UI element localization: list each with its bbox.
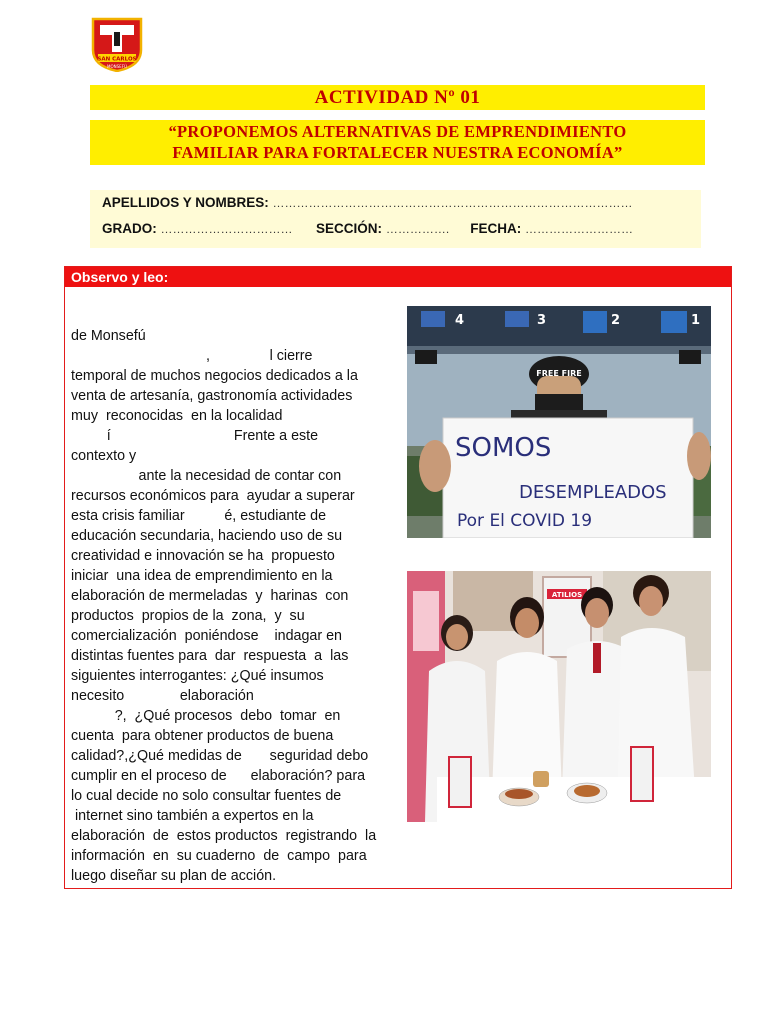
subtitle-line-2: FAMILIAR PARA FORTALECER NUESTRA ECONOMÍA” [172,143,623,162]
sign-line-3: Por El COVID 19 [457,511,593,531]
text-line: contexto y [71,448,137,464]
lane-number-1: 1 [691,313,701,328]
section-label: SECCIÓN: [316,221,383,236]
activity-subtitle [90,120,705,165]
text-line: iniciar una idea de emprendimiento en la [71,568,333,584]
activity-title [90,85,705,110]
text-line: ?, ¿Qué procesos debo tomar en [71,708,341,724]
cap-text: FREE FIRE [536,369,582,378]
logo-text: SAN CARLOS [97,56,137,63]
text-line: esta crisis familiar é, estudiante de [71,508,327,524]
text-line: muy reconocidas en la localidad [71,408,283,424]
text-line: í Frente a este [71,428,319,444]
text-line: , l cierre [71,348,313,364]
text-line: recursos económicos para ayudar a superar [71,488,355,504]
text-line: necesito elaboración [71,688,254,704]
logo-subtext: MONSEFÚ [107,64,127,69]
shop-sign: ATILIOS [551,591,583,599]
text-line: creatividad e innovación se ha propuesto [71,548,335,564]
text-line: calidad?,¿Qué medidas de seguridad debo [71,748,369,764]
activity-title-text: ACTIVIDAD Nº 01 [314,87,481,108]
sign-line-2: DESEMPLEADOS [519,482,667,503]
text-line: siguientes interrogantes: ¿Qué insumos [71,668,324,684]
text-line: cumplir en el proceso de elaboración? para [71,768,366,784]
section-dots: ……………. [385,222,453,236]
name-label: APELLIDOS Y NOMBRES: [102,195,269,210]
grade-dots: …………………………… [160,222,293,236]
text-line: distintas fuentes para dar respuesta a las [71,648,349,664]
subtitle-line-1: “PROPONEMOS ALTERNATIVAS DE EMPRENDIMIENTO [168,122,627,141]
date-dots: ……………………… [525,222,634,236]
text-line: internet sino también a expertos en la [71,808,314,824]
text-line: comercialización poniéndose indagar en [71,628,343,644]
students-products-photo [407,571,711,822]
protest-photo [407,306,711,538]
text-line: elaboración de estos productos registrando la [71,828,377,844]
grade-label: GRADO: [102,221,157,236]
text-line: temporal de muchos negocios dedicados a la [71,368,358,384]
grade-section-date-row [102,221,633,236]
text-line: información en su cuaderno de campo para [71,848,367,864]
date-label: FECHA: [470,221,522,236]
text-line: luego diseñar su plan de acción. [71,868,277,884]
text-line: cuenta para obtener productos de buena [71,728,334,744]
text-line: elaboración de mermeladas y harinas con [71,588,349,604]
text-line: lo cual decide no solo consultar fuentes de [71,788,342,804]
school-logo [90,16,144,72]
name-field [102,195,633,210]
sign-line-1: SOMOS [455,433,552,463]
text-line: ante la necesidad de contar con [71,468,342,484]
lane-number-2: 2 [611,313,621,328]
text-line: de Monsefú [71,328,146,344]
observe-read-panel [64,266,732,889]
name-dots: ……………………………………………………………………………… [272,196,633,210]
student-info-box [90,190,701,248]
text-line: venta de artesanía, gastronomía actividades [71,388,353,404]
text-line: productos propios de la zona, y su [71,608,305,624]
lane-number-4: 4 [455,313,465,328]
panel-header: Observo y leo: [65,267,731,287]
text-line: educación secundaria, haciendo uso de su [71,528,343,544]
lane-number-3: 3 [537,313,547,328]
